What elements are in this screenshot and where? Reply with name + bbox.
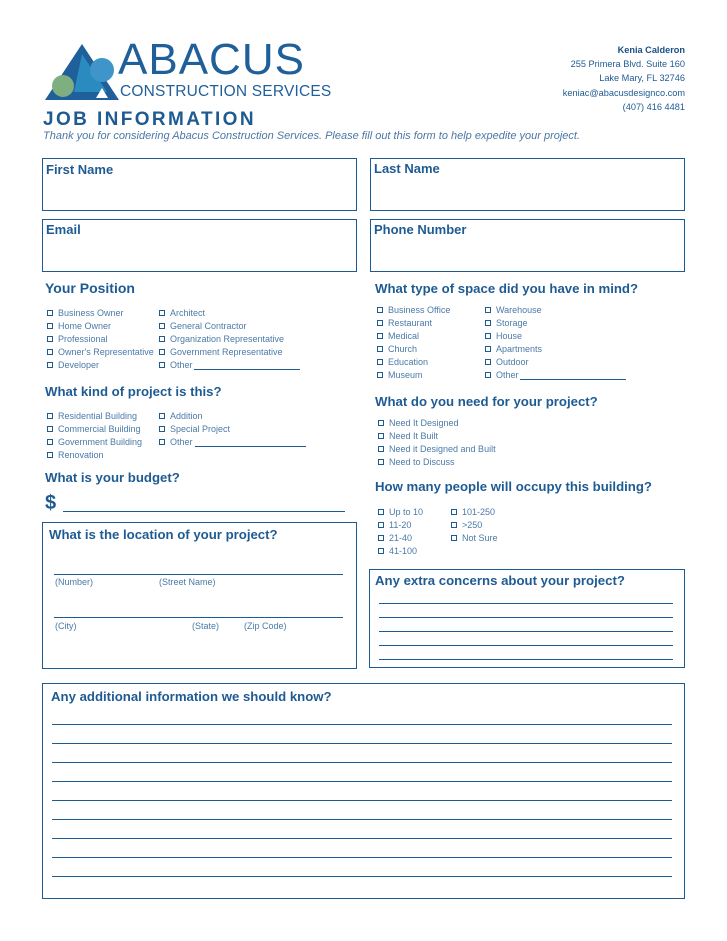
location-heading: What is the location of your project? <box>49 527 278 542</box>
additional-line-3[interactable] <box>52 762 672 763</box>
checkbox-house[interactable]: House <box>485 330 522 343</box>
number-label: (Number) <box>55 577 94 587</box>
checkbox-renovation[interactable]: Renovation <box>47 449 104 462</box>
additional-line-1[interactable] <box>52 724 672 725</box>
logo-subtitle: CONSTRUCTION SERVICES <box>120 83 332 100</box>
page-title: JOB INFORMATION <box>43 109 256 130</box>
additional-line-4[interactable] <box>52 781 672 782</box>
contact-block <box>563 43 685 114</box>
checkbox-need-discuss[interactable]: Need to Discuss <box>378 456 455 469</box>
state-label: (State) <box>192 621 220 631</box>
budget-heading: What is your budget? <box>45 470 180 485</box>
project-other-line[interactable] <box>195 446 306 447</box>
additional-line-2[interactable] <box>52 743 672 744</box>
zip-label: (Zip Code) <box>244 621 287 631</box>
checkbox-professional[interactable]: Professional <box>47 333 108 346</box>
street-line[interactable] <box>54 574 343 575</box>
checkbox-museum[interactable]: Museum <box>377 369 423 382</box>
checkbox-project-other[interactable]: Other <box>159 436 193 449</box>
first-name-label: First Name <box>46 162 114 177</box>
checkbox-11-20[interactable]: 11-20 <box>378 519 411 532</box>
project-kind-heading: What kind of project is this? <box>45 384 222 399</box>
concerns-line-1[interactable] <box>379 603 673 604</box>
additional-line-9[interactable] <box>52 876 672 877</box>
checkbox-general-contractor[interactable]: General Contractor <box>159 320 247 333</box>
checkbox-education[interactable]: Education <box>377 356 428 369</box>
checkbox-up-to-10[interactable]: Up to 10 <box>378 506 423 519</box>
space-type-heading: What type of space did you have in mind? <box>375 281 639 296</box>
additional-box <box>42 683 685 899</box>
additional-heading: Any additional information we should know? <box>51 689 332 704</box>
checkbox-41-100[interactable]: 41-100 <box>378 545 417 558</box>
position-other-line[interactable] <box>194 369 300 370</box>
phone-label: Phone Number <box>374 222 467 237</box>
checkbox-business-office[interactable]: Business Office <box>377 304 450 317</box>
checkbox-apartments[interactable]: Apartments <box>485 343 542 356</box>
email-label: Email <box>46 222 81 237</box>
checkbox-government-representative[interactable]: Government Representative <box>159 346 283 359</box>
intro-text: Thank you for considering Abacus Construction Services. Please fill out this form to help expedite your project. <box>43 130 581 142</box>
concerns-heading: Any extra concerns about your project? <box>375 573 625 588</box>
checkbox-architect[interactable]: Architect <box>159 307 205 320</box>
checkbox-medical[interactable]: Medical <box>377 330 419 343</box>
last-name-label: Last Name <box>374 161 440 176</box>
checkbox-need-designed[interactable]: Need It Designed <box>378 417 459 430</box>
contact-phone: (407) 416 4481 <box>622 101 685 112</box>
checkbox-home-owner[interactable]: Home Owner <box>47 320 111 333</box>
logo-wordmark: ABACUS <box>118 35 305 84</box>
contact-name: Kenia Calderon <box>617 45 685 55</box>
checkbox-101-250[interactable]: 101-250 <box>451 506 495 519</box>
checkbox-government-building[interactable]: Government Building <box>47 436 142 449</box>
concerns-line-2[interactable] <box>379 617 673 618</box>
checkbox-addition[interactable]: Addition <box>159 410 203 423</box>
dollar-sign: $ <box>45 492 57 514</box>
checkbox-church[interactable]: Church <box>377 343 417 356</box>
checkbox-business-owner[interactable]: Business Owner <box>47 307 124 320</box>
contact-email: keniac@abacusdesignco.com <box>562 87 685 98</box>
concerns-line-3[interactable] <box>379 631 673 632</box>
additional-line-6[interactable] <box>52 819 672 820</box>
abacus-logo-icon <box>44 42 120 102</box>
checkbox-storage[interactable]: Storage <box>485 317 528 330</box>
checkbox-commercial-building[interactable]: Commercial Building <box>47 423 141 436</box>
checkbox-restaurant[interactable]: Restaurant <box>377 317 432 330</box>
space-other-line[interactable] <box>520 379 626 380</box>
additional-line-7[interactable] <box>52 838 672 839</box>
city-label: (City) <box>55 621 77 631</box>
checkbox-residential-building[interactable]: Residential Building <box>47 410 137 423</box>
checkbox-21-40[interactable]: 21-40 <box>378 532 412 545</box>
email-field[interactable] <box>42 219 357 272</box>
additional-line-5[interactable] <box>52 800 672 801</box>
checkbox-outdoor[interactable]: Outdoor <box>485 356 529 369</box>
location-box <box>42 522 357 669</box>
checkbox-position-other[interactable]: Other <box>159 359 193 372</box>
street-label: (Street Name) <box>159 577 216 587</box>
concerns-line-5[interactable] <box>379 659 673 660</box>
checkbox-over-250[interactable]: >250 <box>451 519 482 532</box>
budget-input-line[interactable] <box>63 511 345 512</box>
need-heading: What do you need for your project? <box>375 394 598 409</box>
checkbox-organization-representative[interactable]: Organization Representative <box>159 333 284 346</box>
city-line[interactable] <box>54 617 343 618</box>
contact-address-1: 255 Primera Blvd. Suite 160 <box>570 59 685 70</box>
additional-line-8[interactable] <box>52 857 672 858</box>
checkbox-owners-representative[interactable]: Owner's Representative <box>47 346 154 359</box>
checkbox-need-built[interactable]: Need It Built <box>378 430 438 443</box>
position-heading: Your Position <box>45 280 135 296</box>
checkbox-special-project[interactable]: Special Project <box>159 423 230 436</box>
checkbox-warehouse[interactable]: Warehouse <box>485 304 542 317</box>
checkbox-not-sure[interactable]: Not Sure <box>451 532 498 545</box>
checkbox-need-designed-built[interactable]: Need it Designed and Built <box>378 443 496 456</box>
checkbox-space-other[interactable]: Other <box>485 369 519 382</box>
contact-address-2: Lake Mary, FL 32746 <box>599 73 685 84</box>
checkbox-developer[interactable]: Developer <box>47 359 99 372</box>
occupancy-heading: How many people will occupy this building? <box>375 479 652 494</box>
concerns-line-4[interactable] <box>379 645 673 646</box>
